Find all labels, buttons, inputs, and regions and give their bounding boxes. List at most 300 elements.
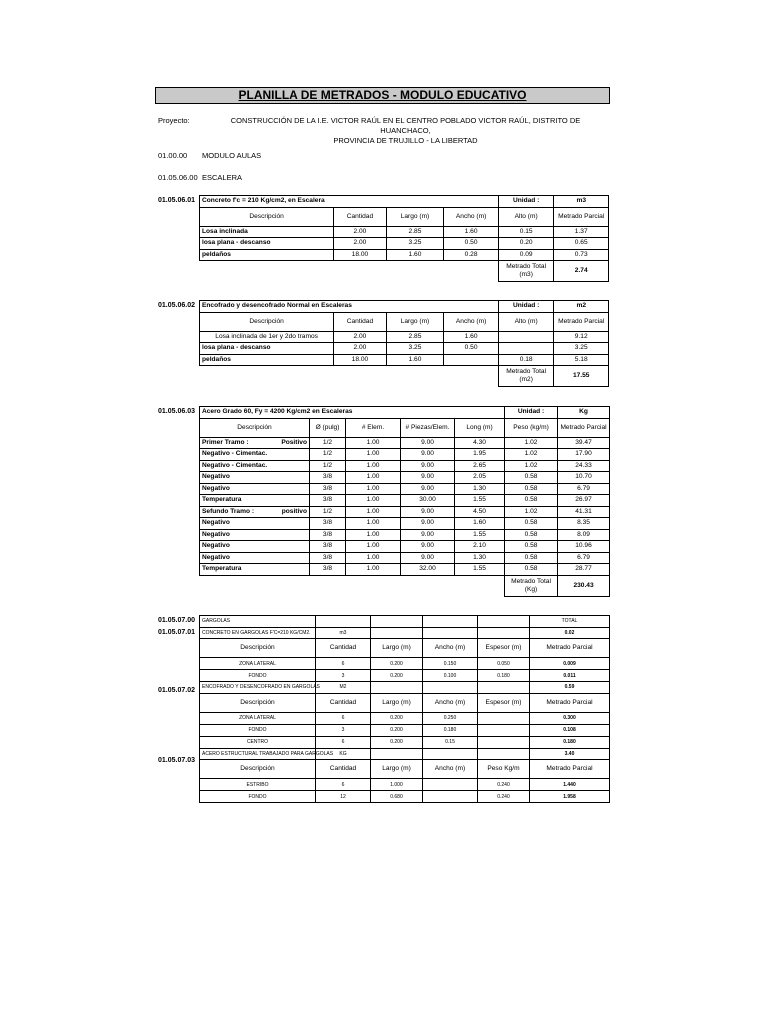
cell: 2.00 (334, 331, 386, 343)
cell: 3.25 (386, 343, 444, 355)
section-code: 01.05.06.03 (158, 408, 195, 415)
cell: 3/8 (310, 552, 346, 564)
section-title: Acero Grado 60, Fy = 4200 Kg/cm2 en Escaleras (200, 407, 505, 419)
header-cell: Peso Kg/m (478, 760, 530, 779)
cell: Negativo (200, 518, 276, 530)
header-cell: Ancho (m) (423, 639, 478, 658)
cell: 3/8 (310, 518, 346, 530)
cell: 30.00 (401, 495, 455, 507)
header-cell: Descripción (200, 693, 316, 712)
cell: 8.35 (558, 518, 610, 530)
cell: 2.85 (386, 226, 444, 238)
table-row (200, 472, 610, 484)
cell: 0.200 (371, 712, 423, 724)
cell: 0.108 (530, 724, 610, 736)
cell (423, 627, 478, 639)
header-cell: Cantidad (316, 639, 371, 658)
cell: 28.77 (558, 564, 610, 576)
header-cell: # Piezas/Elem. (401, 418, 455, 437)
section-code: 01.05.07.00 (158, 617, 195, 624)
cell: 0.09 (498, 249, 554, 261)
cell (444, 354, 499, 366)
cell: 0.100 (423, 670, 478, 682)
header-cell: Espesor (m) (478, 693, 530, 712)
cell: 0.200 (371, 670, 423, 682)
header-cell: Metrado Parcial (554, 207, 609, 226)
cell: Temperatura (200, 495, 276, 507)
cell: 0.02 (530, 627, 610, 639)
cell: 9.00 (401, 437, 455, 449)
cell: 0.240 (478, 779, 530, 791)
header-cell: Ancho (m) (423, 760, 478, 779)
cell: 1.60 (444, 226, 499, 238)
cell: 9.12 (554, 331, 609, 343)
cell: 6.79 (558, 483, 610, 495)
cell: 26.97 (558, 495, 610, 507)
table-row (200, 748, 610, 760)
cell: 9.00 (401, 541, 455, 553)
cell: 1.60 (386, 249, 444, 261)
cell: 1.55 (455, 529, 505, 541)
table-row (200, 343, 609, 355)
cell: 3.25 (554, 343, 609, 355)
cell: losa plana - descanso (200, 238, 334, 250)
cell: 39.47 (558, 437, 610, 449)
cell: 1.00 (346, 564, 401, 576)
cell: 0.150 (423, 658, 478, 670)
cell: 17.90 (558, 449, 610, 461)
table-row (200, 791, 610, 803)
cell (276, 483, 310, 495)
cell: GARGOLAS (200, 616, 316, 628)
cell: 0.050 (478, 658, 530, 670)
cell: ZONA LATERAL (200, 658, 316, 670)
cell: 0.240 (478, 791, 530, 803)
cell (478, 748, 530, 760)
cell: ESTRIBO (200, 779, 316, 791)
cell: Negativo - Cimentac. (200, 460, 276, 472)
cell: 1.000 (371, 779, 423, 791)
header-cell: Cantidad (334, 312, 386, 331)
cell (478, 724, 530, 736)
cell: 0.58 (505, 483, 558, 495)
cell: 1.02 (505, 506, 558, 518)
proyecto-name (213, 116, 598, 146)
table-row (200, 460, 610, 472)
cell (478, 616, 530, 628)
cell: 2.10 (455, 541, 505, 553)
cell: 1.00 (346, 460, 401, 472)
proyecto-line-1: CONSTRUCCIÓN DE LA I.E. VICTOR RAÚL EN EL CENTRO POBLADO VICTOR RAÚL, DISTRITO DE HUANCHACO, (230, 116, 581, 135)
cell: 0.009 (530, 658, 610, 670)
cell (478, 627, 530, 639)
cell: 5.18 (554, 354, 609, 366)
header-cell: Metrado Parcial (558, 418, 610, 437)
cell: 1.02 (505, 460, 558, 472)
total-label: Metrado Total (m2) (498, 366, 554, 387)
cell: 1.958 (530, 791, 610, 803)
cell: 3/8 (310, 564, 346, 576)
cell: 9.00 (401, 552, 455, 564)
cell (423, 682, 478, 694)
cell: 3.40 (530, 748, 610, 760)
cell (371, 627, 423, 639)
cell: 6 (316, 779, 371, 791)
cell (478, 736, 530, 748)
cell (423, 616, 478, 628)
total-label: Metrado Total (m3) (498, 261, 554, 282)
cell: 1.02 (505, 449, 558, 461)
cell: Negativo (200, 529, 276, 541)
cell (276, 460, 310, 472)
table-row (200, 682, 610, 694)
table-row (200, 627, 610, 639)
cell: 0.15 (423, 736, 478, 748)
cell: 0.680 (371, 791, 423, 803)
cell: 3/8 (310, 472, 346, 484)
header-cell: Ancho (m) (444, 312, 499, 331)
header-cell: Cantidad (334, 207, 386, 226)
cell: 6 (316, 736, 371, 748)
table-row (200, 736, 610, 748)
cell: Temperatura (200, 564, 276, 576)
cell: 0.58 (505, 564, 558, 576)
cell: Positivo (276, 437, 310, 449)
table-row (200, 724, 610, 736)
cell: 10.96 (558, 541, 610, 553)
cell: 1.02 (505, 437, 558, 449)
cell (371, 682, 423, 694)
escalera-name: ESCALERA (202, 173, 243, 182)
cell: 8.09 (558, 529, 610, 541)
cell: 3/8 (310, 529, 346, 541)
cell (498, 331, 554, 343)
total-label: Metrado Total (Kg) (505, 575, 558, 596)
cell: 0.200 (371, 724, 423, 736)
cell: 1.55 (455, 564, 505, 576)
unidad-label: Unidad : (498, 301, 554, 313)
cell: 1.00 (346, 449, 401, 461)
cell: 9.00 (401, 529, 455, 541)
cell: 1.00 (346, 541, 401, 553)
cell: 32.00 (401, 564, 455, 576)
header-row (200, 639, 610, 658)
header-cell: Largo (m) (371, 639, 423, 658)
page-title: PLANILLA DE METRADOS - MODULO EDUCATIVO (155, 87, 610, 104)
cell: FONDO (200, 791, 316, 803)
cell: 9.00 (401, 449, 455, 461)
table-row (200, 437, 610, 449)
escalera-code: 01.05.06.00 (158, 173, 198, 182)
gargolas-table (199, 615, 610, 803)
header-cell: Largo (m) (371, 760, 423, 779)
header-cell: Metrado Parcial (530, 639, 610, 658)
cell: Sefundo Tramo : (200, 506, 276, 518)
table-row (200, 518, 610, 530)
cell: 2.00 (334, 343, 386, 355)
cell: 4.30 (455, 437, 505, 449)
cell (371, 616, 423, 628)
cell: 2.00 (334, 226, 386, 238)
cell: 0.28 (444, 249, 499, 261)
header-cell: Descripción (200, 312, 334, 331)
modulo-code: 01.00.00 (158, 151, 188, 160)
cell: 0.011 (530, 670, 610, 682)
cell (498, 343, 554, 355)
cell (276, 541, 310, 553)
cell: 0.15 (498, 226, 554, 238)
section-code: 01.05.07.03 (158, 757, 195, 764)
cell: 0.58 (505, 552, 558, 564)
cell: 9.00 (401, 472, 455, 484)
table-row (200, 238, 609, 250)
header-cell: Long (m) (455, 418, 505, 437)
cell: 1.440 (530, 779, 610, 791)
cell: TOTAL (530, 616, 610, 628)
cell (276, 552, 310, 564)
section-code: 01.05.07.02 (158, 687, 195, 694)
encofrado-escalera-table (199, 300, 609, 387)
header-cell: Largo (m) (371, 693, 423, 712)
cell: 41.31 (558, 506, 610, 518)
concreto-escalera-table (199, 195, 609, 282)
cell (276, 449, 310, 461)
cell: 0.50 (444, 343, 499, 355)
cell: 4.50 (455, 506, 505, 518)
cell (276, 518, 310, 530)
cell: 1.00 (346, 529, 401, 541)
cell (423, 748, 478, 760)
proyecto-label: Proyecto: (158, 116, 190, 125)
cell: Losa inclinada de 1er y 2do tramos (200, 331, 334, 343)
cell: Negativo (200, 552, 276, 564)
cell: 9.00 (401, 518, 455, 530)
cell: KG (316, 748, 371, 760)
cell: peldaños (200, 354, 334, 366)
table-row (200, 616, 610, 628)
cell: 1.00 (346, 495, 401, 507)
cell: 1.00 (346, 472, 401, 484)
cell: 0.180 (478, 670, 530, 682)
cell: 6 (316, 658, 371, 670)
cell: 6 (316, 712, 371, 724)
section-code: 01.05.06.02 (158, 302, 195, 309)
cell: 1/2 (310, 437, 346, 449)
cell: 3 (316, 724, 371, 736)
cell: 1/2 (310, 460, 346, 472)
cell: 24.33 (558, 460, 610, 472)
cell: 0.200 (371, 736, 423, 748)
header-cell: # Elem. (346, 418, 401, 437)
cell (276, 472, 310, 484)
cell: Negativo (200, 483, 276, 495)
cell: 9.00 (401, 483, 455, 495)
cell: positivo (276, 506, 310, 518)
cell: 12 (316, 791, 371, 803)
table-row (200, 495, 610, 507)
cell (478, 682, 530, 694)
cell: ENCOFRADO Y DESENCOFRADO EN GARGOLAS (200, 682, 316, 694)
header-cell: Espesor (m) (478, 639, 530, 658)
header-cell: Descripción (200, 760, 316, 779)
cell: 0.65 (554, 238, 609, 250)
section-title: Concreto f'c = 210 Kg/cm2, en Escalera (200, 196, 499, 208)
total-value: 2.74 (554, 261, 609, 282)
unidad-label: Unidad : (505, 407, 558, 419)
header-cell: Largo (m) (386, 207, 444, 226)
cell: 0.58 (505, 495, 558, 507)
cell (276, 495, 310, 507)
cell: 1/2 (310, 449, 346, 461)
cell: 0.180 (530, 736, 610, 748)
cell: 9.00 (401, 506, 455, 518)
cell: ZONA LATERAL (200, 712, 316, 724)
header-cell: Peso (kg/m) (505, 418, 558, 437)
cell: 1.60 (455, 518, 505, 530)
unidad-value: m2 (554, 301, 609, 313)
table-row (200, 658, 610, 670)
unidad-value: m3 (554, 196, 609, 208)
cell: 18.00 (334, 249, 386, 261)
total-value: 230.43 (558, 575, 610, 596)
cell: 1.60 (444, 331, 499, 343)
unidad-label: Unidad : (498, 196, 554, 208)
cell (371, 748, 423, 760)
cell: 6.79 (558, 552, 610, 564)
header-cell: Ancho (m) (423, 693, 478, 712)
section-title: Encofrado y desencofrado Normal en Escaleras (200, 301, 499, 313)
cell (276, 564, 310, 576)
cell: Negativo (200, 541, 276, 553)
cell: 0.58 (505, 529, 558, 541)
table-row (200, 541, 610, 553)
cell: peldaños (200, 249, 334, 261)
cell: Negativo (200, 472, 276, 484)
cell: Negativo - Cimentac. (200, 449, 276, 461)
cell: 1.37 (554, 226, 609, 238)
cell: FONDO (200, 670, 316, 682)
cell (423, 791, 478, 803)
table-row (200, 552, 610, 564)
cell: 0.180 (423, 724, 478, 736)
table-row (200, 529, 610, 541)
table-row (200, 354, 609, 366)
cell: 1.55 (455, 495, 505, 507)
table-row (200, 506, 610, 518)
cell: 10.70 (558, 472, 610, 484)
header-cell: Metrado Parcial (530, 693, 610, 712)
cell: 2.65 (455, 460, 505, 472)
cell (316, 616, 371, 628)
section-code: 01.05.06.01 (158, 197, 195, 204)
cell: 3.25 (386, 238, 444, 250)
cell: 1.95 (455, 449, 505, 461)
header-cell: Ancho (m) (444, 207, 499, 226)
table-row (200, 564, 610, 576)
cell: m3 (316, 627, 371, 639)
unidad-value: Kg (558, 407, 610, 419)
cell (423, 779, 478, 791)
cell: 3/8 (310, 495, 346, 507)
table-row (200, 483, 610, 495)
cell: M2 (316, 682, 371, 694)
cell: Primer Tramo : (200, 437, 276, 449)
header-cell: Descripción (200, 207, 334, 226)
cell: 3/8 (310, 483, 346, 495)
cell: 0.20 (498, 238, 554, 250)
table-row (200, 249, 609, 261)
cell: 1.60 (386, 354, 444, 366)
table-row (200, 712, 610, 724)
cell: 0.59 (530, 682, 610, 694)
cell: 1.30 (455, 483, 505, 495)
cell: 3/8 (310, 541, 346, 553)
header-cell: Metrado Parcial (554, 312, 609, 331)
table-row (200, 670, 610, 682)
cell: 2.05 (455, 472, 505, 484)
cell: 0.200 (371, 658, 423, 670)
header-cell: Descripción (200, 639, 316, 658)
header-cell: Ø (pulg) (310, 418, 346, 437)
section-code: 01.05.07.01 (158, 629, 195, 636)
header-cell: Descripción (200, 418, 310, 437)
cell (478, 712, 530, 724)
cell (276, 529, 310, 541)
cell: 0.58 (505, 518, 558, 530)
cell: Losa inclinada (200, 226, 334, 238)
proyecto-line-2: PROVINCIA DE TRUJILLO - LA LIBERTAD (333, 136, 478, 145)
cell: 1.00 (346, 518, 401, 530)
cell: CONCRETO EN GARGOLAS F'C=210 KG/CM2. (200, 627, 316, 639)
cell: 0.300 (530, 712, 610, 724)
table-row (200, 779, 610, 791)
table-row (200, 449, 610, 461)
cell: 1.00 (346, 483, 401, 495)
header-cell: Alto (m) (498, 312, 554, 331)
cell: 9.00 (401, 460, 455, 472)
cell: 0.50 (444, 238, 499, 250)
cell: 18.00 (334, 354, 386, 366)
cell: FONDO (200, 724, 316, 736)
header-cell: Largo (m) (386, 312, 444, 331)
acero-escalera-table (199, 406, 610, 597)
cell: 1.30 (455, 552, 505, 564)
header-cell: Metrado Parcial (530, 760, 610, 779)
header-cell: Cantidad (316, 760, 371, 779)
header-cell: Cantidad (316, 693, 371, 712)
cell: 0.73 (554, 249, 609, 261)
cell: 1.00 (346, 552, 401, 564)
header-row (200, 693, 610, 712)
cell: 2.00 (334, 238, 386, 250)
cell: 1.00 (346, 506, 401, 518)
cell: 0.250 (423, 712, 478, 724)
cell: 0.18 (498, 354, 554, 366)
cell: ACERO ESTRUCTURAL TRABAJADO PARA GARGOLAS (200, 748, 316, 760)
header-row (200, 760, 610, 779)
table-row (200, 331, 609, 343)
cell: 1.00 (346, 437, 401, 449)
cell: 0.58 (505, 541, 558, 553)
cell: 3 (316, 670, 371, 682)
header-cell: Alto (m) (498, 207, 554, 226)
total-value: 17.55 (554, 366, 609, 387)
cell: losa plana - descanso (200, 343, 334, 355)
cell: CENTRO (200, 736, 316, 748)
cell: 2.85 (386, 331, 444, 343)
table-row (200, 226, 609, 238)
cell: 0.58 (505, 472, 558, 484)
